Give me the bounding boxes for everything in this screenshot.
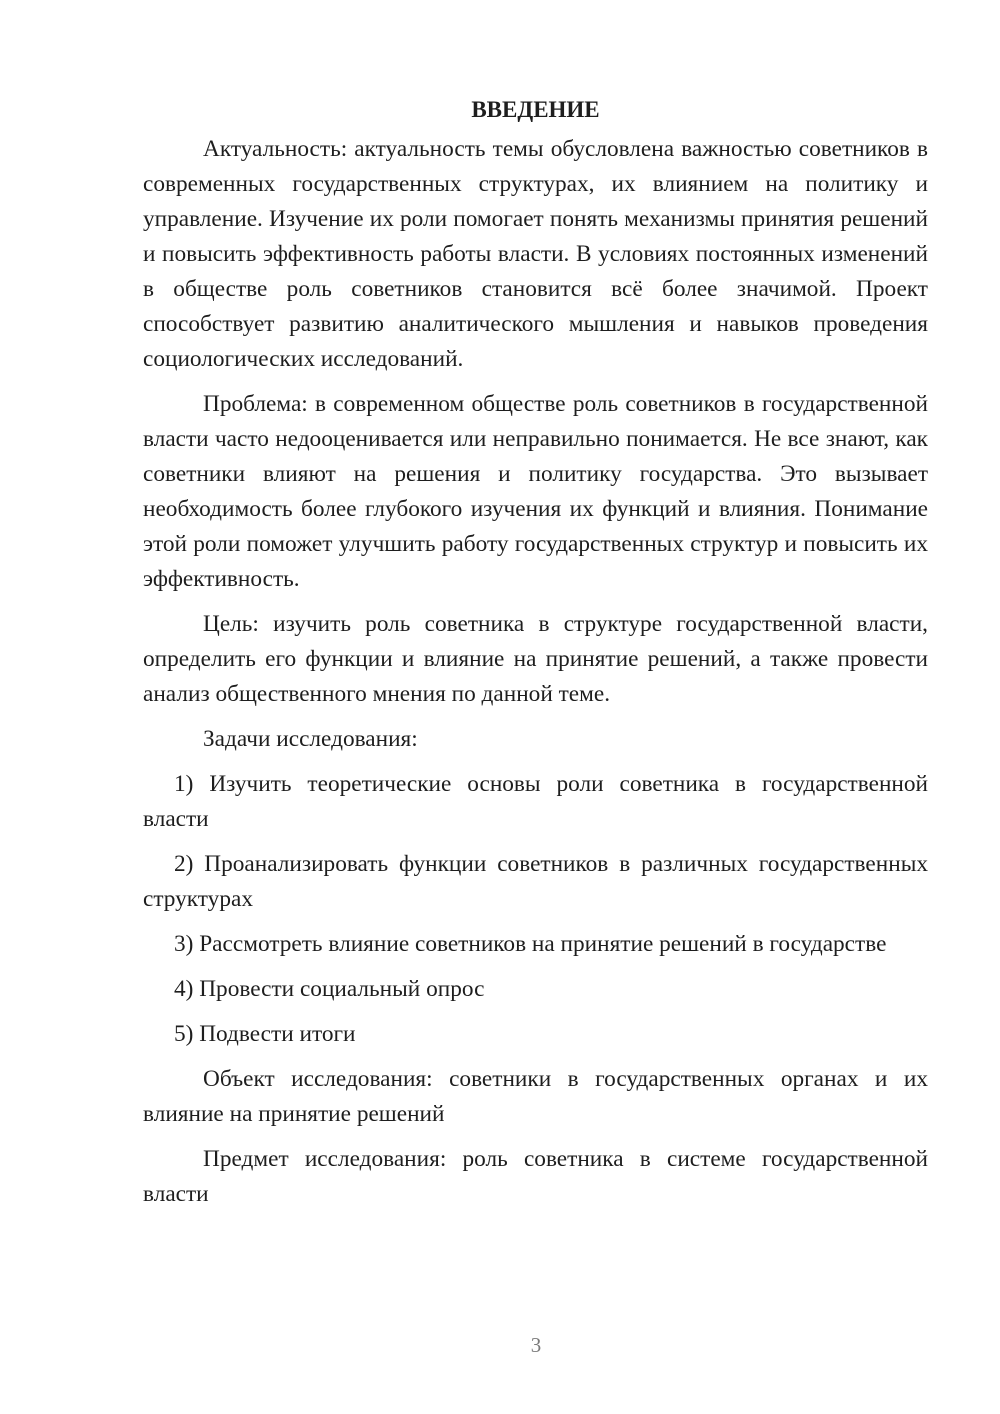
goal-paragraph: Цель: изучить роль советника в структуре государственной власти, определить его функции и влияние на принятие решений, а также провести анализ общественного мнения по данной теме.: [143, 611, 928, 707]
page-title: ВВЕДЕНИЕ: [471, 97, 600, 122]
list-item: 1) Изучить теоретические основы роли советника в государственной власти: [143, 771, 928, 832]
list-item: 5) Подвести итоги: [174, 1021, 356, 1047]
subject-paragraph: Предмет исследования: роль советника в системе государственной власти: [143, 1146, 928, 1207]
list-item: 4) Провести социальный опрос: [174, 976, 485, 1002]
tasks-heading: Задачи исследования:: [203, 726, 418, 752]
object-paragraph: Объект исследования: советники в государственных органах и их влияние на принятие решений: [143, 1066, 928, 1127]
problem-paragraph: Проблема: в современном обществе роль советников в государственной власти часто недооценивается или неправильно понимается. Не все знают, как советники влияют на решения и политику государства. Это вызывает необходимость более глубокого изучения их функций и влияния. Понимание этой роли поможет улучшить работу государственных структур и повысить их эффективность.: [143, 391, 928, 592]
page-number: 3: [530, 1333, 542, 1357]
list-item: 2) Проанализировать функции советников в различных государственных структурах: [143, 851, 928, 912]
list-item: 3) Рассмотреть влияние советников на принятие решений в государстве: [174, 931, 887, 957]
tasks-list: [143, 767, 928, 1052]
document-page: [143, 92, 928, 1222]
relevance-paragraph: Актуальность: актуальность темы обусловлена важностью советников в современных государственных структурах, их влиянием на политику и управление. Изучение их роли помогает понять механизмы принятия решений и повысить эффективность работы власти. В условиях постоянных изменений в обществе роль советников становится всё более значимой. Проект способствует развитию аналитического мышления и навыков проведения социологических исследований.: [143, 136, 928, 372]
